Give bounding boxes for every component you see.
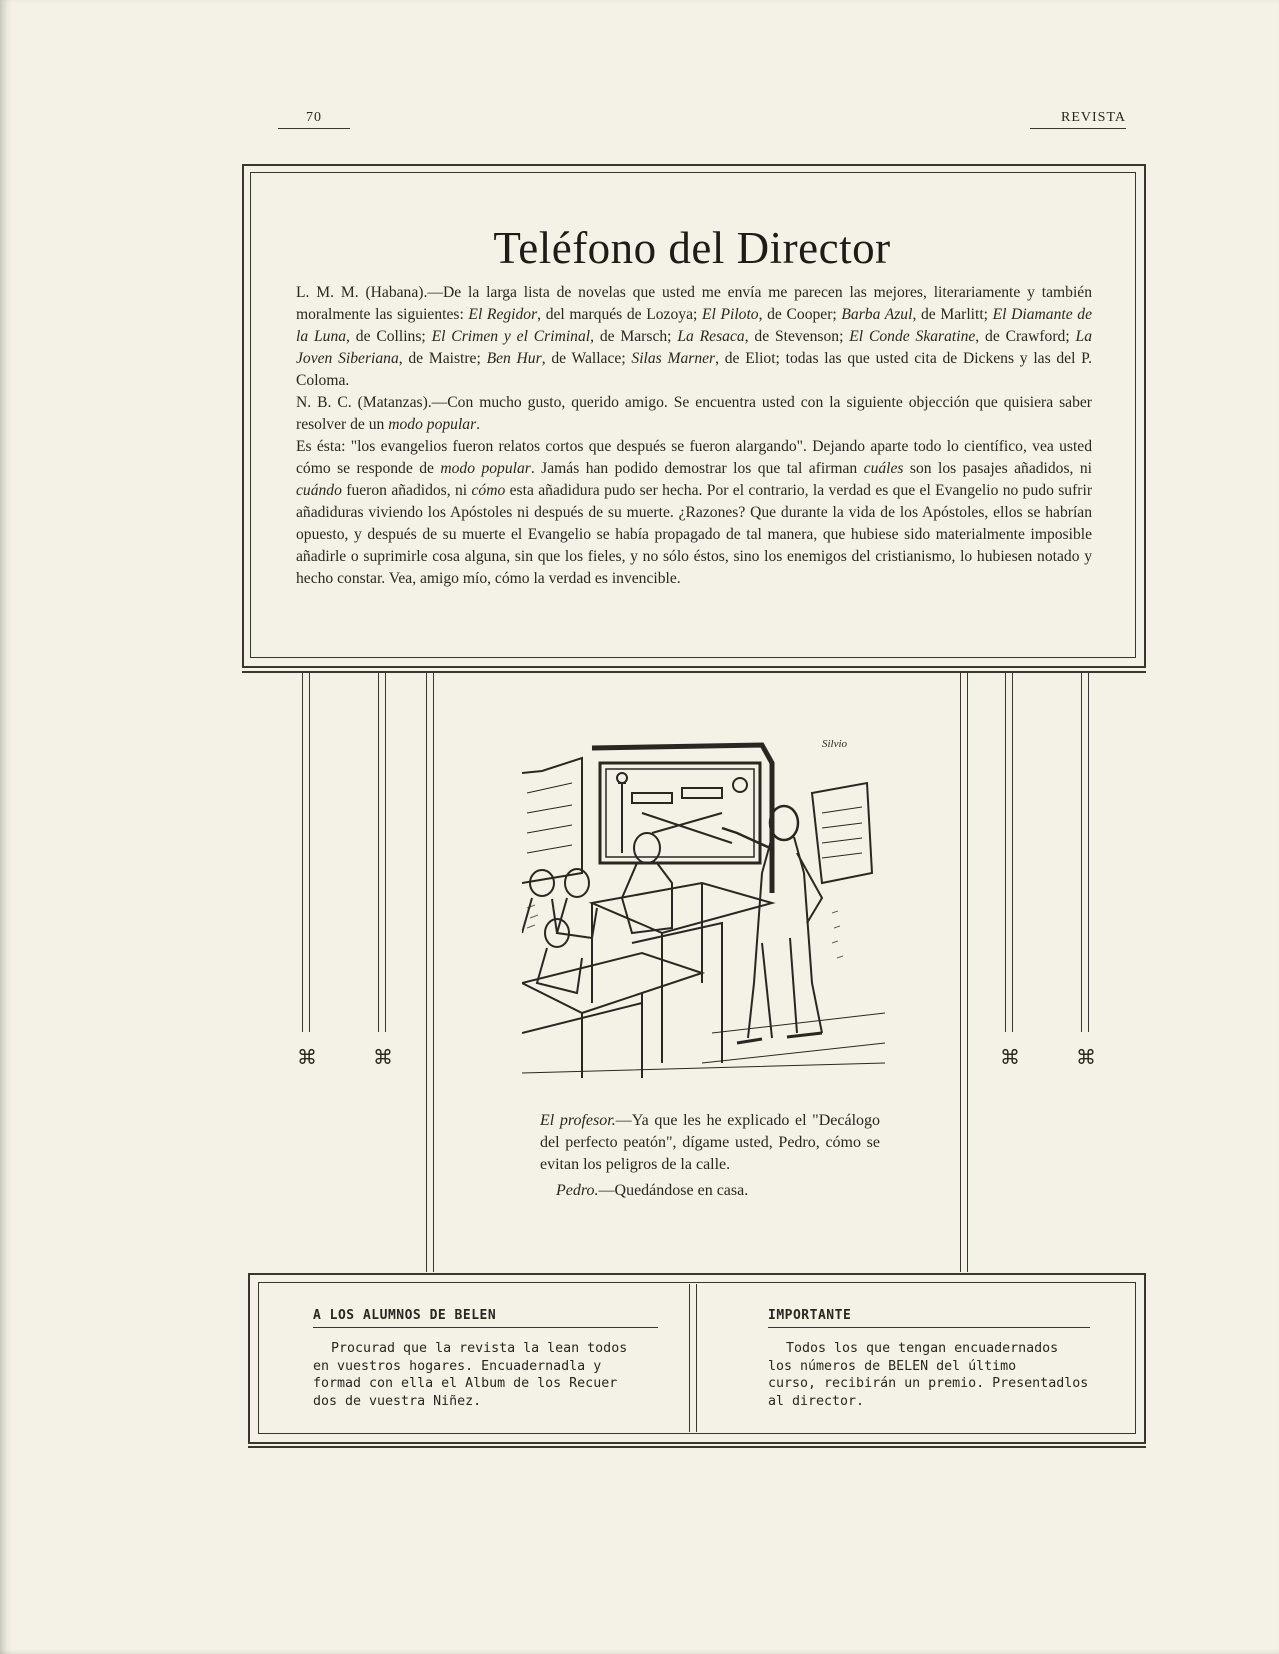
notice-right-rule (768, 1327, 1090, 1328)
column-line (426, 672, 427, 1272)
column-line (309, 672, 310, 1032)
cartoon-signature: Silvio (822, 738, 848, 750)
article-paragraph-1: L. M. M. (Habana).—De la larga lista de novelas que usted me envía me parecen las mejores, literariamente y también moralmente las siguientes: El Regidor, del marqués de Lozoya; El Piloto, de Cooper; Barba Azul, de Marlitt; El Diamante de la Luna, de Collins; El Crimen y el Criminal, de Marsch; La Resaca, de Stevenson; El Conde Skaratine, de Crawford; La Joven Siberiana, de Maistre; Ben Hur, de Wallace; Silas Marner, de Eliot; todas las que usted cita de Dickens y las del P. Coloma. (296, 284, 1093, 389)
page-number: 70 (278, 110, 350, 129)
column-line (1005, 672, 1006, 1032)
column-line (960, 672, 961, 1272)
article-paragraph-3: Es ésta: "los evangelios fueron relatos cortos que después se fueron alargando". Dejando aparte todo lo científico, vea usted cómo se responde de modo popular. Jamás han podido demostrar los que tal afirman cuáles son los pasajes añadidos, ni cuándo fueron añadidos, ni cómo esta añadidura pudo ser hecha. Por el contrario, la verdad es que el Evangelio no pudo sufrir añadiduras viviendo los Apóstoles ni después de su muerte. ¿Razones? Que durante la vida de los Apóstoles, ellos se habrían opuesto, y después de su muerte el Evangelio se había propagado de tal manera, que hubiese sido materialmente imposible añadirle o suprimirle cosa alguna, sin que los fieles, y no sólo éstos, sino los enemigos del cristianismo, lo hubiesen notado y hecho constar. Vea, amigo mío, cómo la verdad es invencible. (296, 438, 1093, 587)
notice-left-title: A LOS ALUMNOS DE BELEN (313, 1308, 497, 1323)
notice-right-title: IMPORTANTE (768, 1308, 852, 1323)
column-line (1081, 672, 1082, 1032)
classroom-cartoon (522, 733, 885, 1081)
caption-teacher-line: El profesor.—Ya que les he explicado el "Decálogo del perfecto peatón", dígame usted, Pedro, cómo se evitan los peligros de la calle. (540, 1112, 881, 1173)
knot-ornament-icon: ⌘ (1000, 1047, 1020, 1069)
cartoon-caption (540, 1110, 880, 1206)
running-title: REVISTA (1030, 110, 1126, 129)
column-line (302, 672, 303, 1032)
notices-rule (248, 1446, 1146, 1448)
column-line (1012, 672, 1013, 1032)
knot-ornament-icon: ⌘ (373, 1047, 393, 1069)
notice-right-body: Todos los que tengan encuadernados los números de BELEN del último curso, recibirán un premio. Presentadlos al director. (768, 1341, 1089, 1409)
article-title: Teléfono del Director (493, 223, 891, 273)
knot-ornament-icon: ⌘ (297, 1047, 317, 1069)
column-line (1088, 672, 1089, 1032)
column-line (385, 672, 386, 1032)
notice-left-body: Procurad que la revista la lean todos en vuestros hogares. Encuadernadla y formad con ella el Album de los Recuer dos de vuestra Niñez. (313, 1341, 628, 1409)
caption-pedro-line: Pedro.—Quedándose en casa. (556, 1182, 749, 1199)
column-line (433, 672, 434, 1272)
column-line (378, 672, 379, 1032)
notices-divider (696, 1284, 697, 1432)
notices-divider (689, 1284, 690, 1432)
knot-ornament-icon: ⌘ (1076, 1047, 1096, 1069)
notice-left-rule (313, 1327, 658, 1328)
column-line (967, 672, 968, 1272)
article-paragraph-2: N. B. C. (Matanzas).—Con mucho gusto, querido amigo. Se encuentra usted con la siguiente objección que quisiera saber resolver de un modo popular. (296, 394, 1092, 433)
article-body (296, 282, 1092, 590)
